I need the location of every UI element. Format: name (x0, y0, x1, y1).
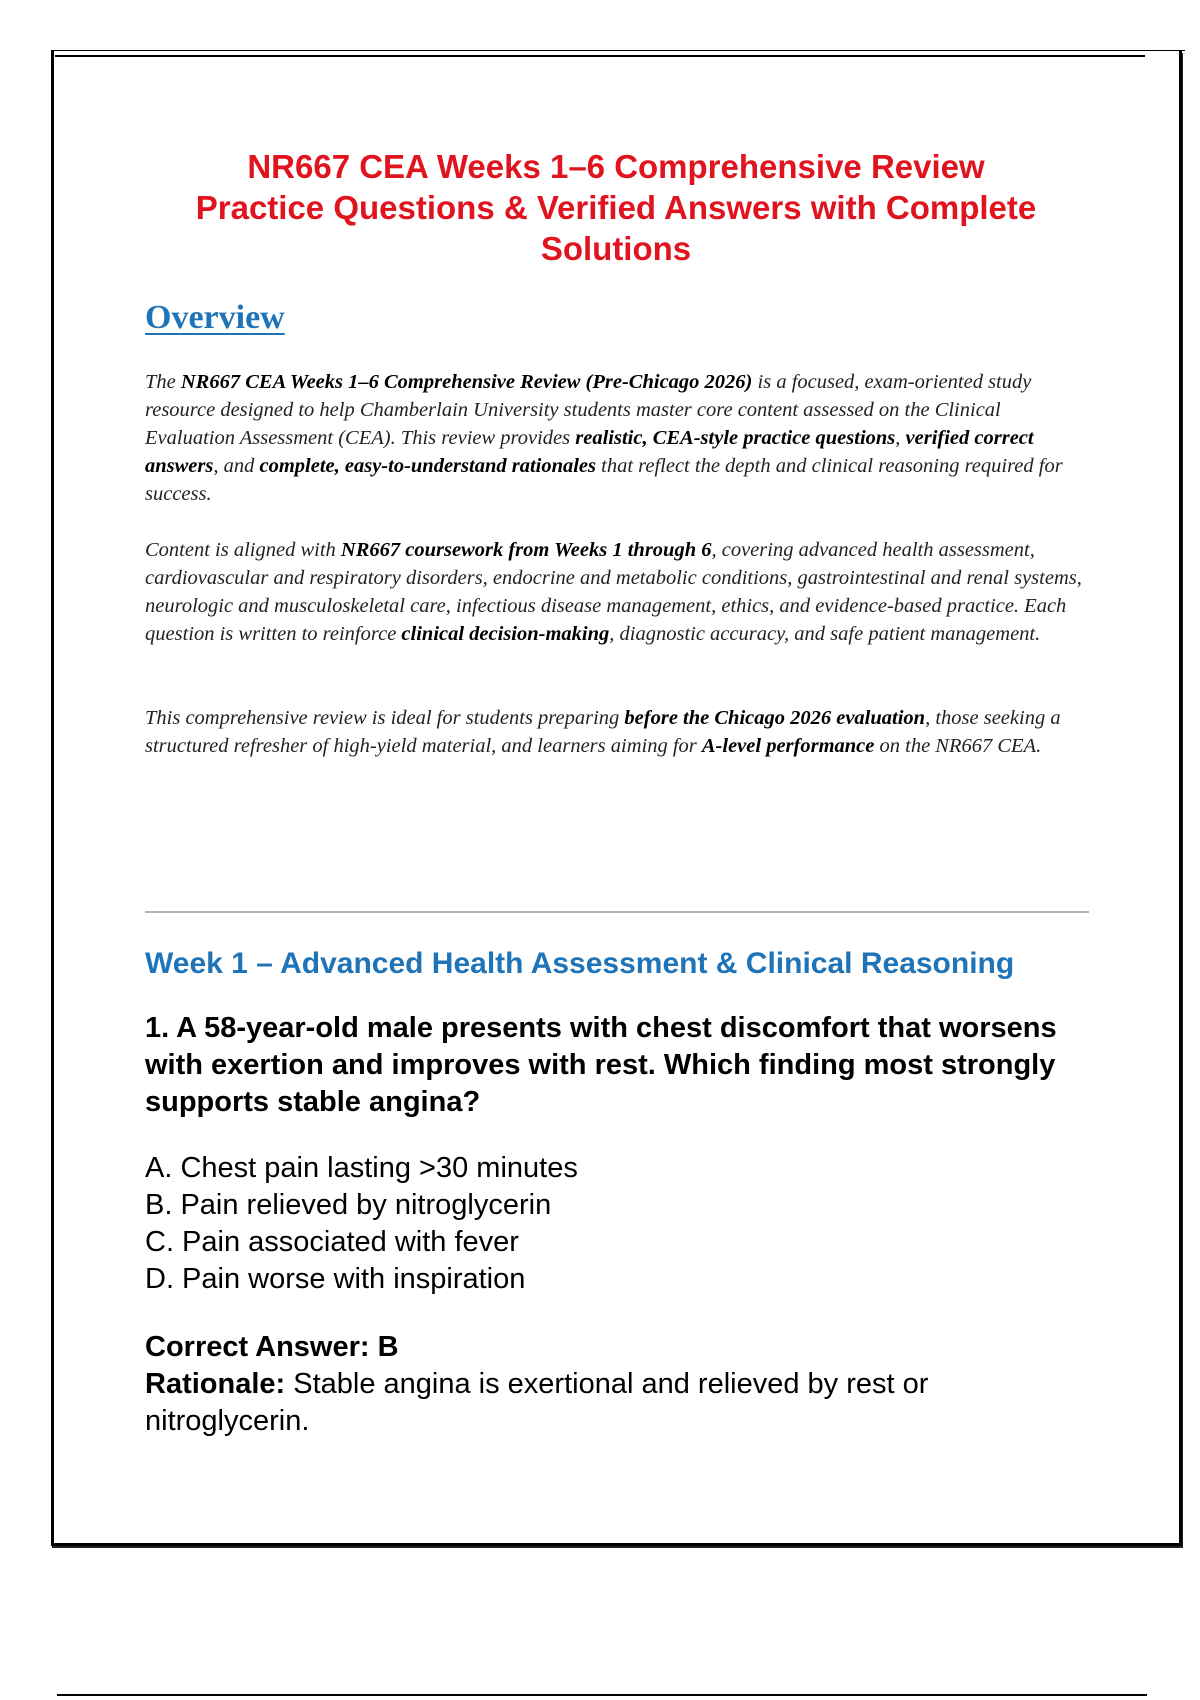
body-text: that reflect the depth and clinical reasoning required for success. (145, 455, 1063, 505)
rationale-text: Stable angina is exertional and relieved by rest or nitroglycerin. (145, 1368, 929, 1437)
section-divider (145, 911, 1089, 913)
question-1-text: 1. A 58-year-old male presents with chest discomfort that worsens with exertion and improves with rest. Which finding most strongly supports stable angina? (145, 1012, 1057, 1118)
emphasis-text: A-level performance (701, 735, 875, 757)
emphasis-text: NR667 CEA Weeks 1–6 Comprehensive Review (Pre-Chicago 2026) (180, 371, 753, 393)
option-c: C. Pain associated with fever (145, 1226, 519, 1258)
correct-answer: Correct Answer: B (145, 1331, 399, 1363)
emphasis-text: NR667 coursework from Weeks 1 through 6 (340, 539, 712, 561)
question-1-options (145, 1150, 578, 1298)
option-d: D. Pain worse with inspiration (145, 1263, 526, 1295)
rationale (145, 1366, 1095, 1440)
option-b: B. Pain relieved by nitroglycerin (145, 1189, 552, 1221)
overview-paragraph-1 (145, 368, 1090, 508)
body-text: , those seeking a structured refresher of high-yield material, and learners aiming for (145, 707, 1061, 757)
week-1-heading: Week 1 – Advanced Health Assessment & Clinical Reasoning (145, 947, 1015, 980)
title-line-1: NR667 CEA Weeks 1–6 Comprehensive Review (247, 148, 985, 185)
title-line-2: Practice Questions & Verified Answers with Complete (195, 189, 1037, 226)
body-text: on the NR667 CEA. (874, 735, 1042, 757)
overview-paragraph-3 (145, 704, 1090, 760)
emphasis-text: realistic, CEA-style practice questions (575, 427, 896, 449)
body-text: is a focused, exam-oriented study resource designed to help Chamberlain University students master core content assessed on the Clinical Evaluation Assessment (CEA). This review provides (145, 371, 1032, 449)
page-frame (51, 51, 1182, 1546)
title-line-3: Solutions (540, 230, 692, 267)
overview-heading: Overview (145, 299, 285, 336)
next-page-top-rule (57, 1694, 1147, 1696)
body-text: , diagnostic accuracy, and safe patient management. (609, 623, 1041, 645)
emphasis-text: verified correct answers (145, 427, 1034, 477)
overview-paragraph-2 (145, 536, 1090, 648)
body-text: , (895, 427, 906, 449)
emphasis-text: before the Chicago 2026 evaluation (624, 707, 926, 729)
emphasis-text: clinical decision-making (401, 623, 610, 645)
document-title (100, 146, 1132, 269)
page-inner-top-rule (55, 55, 1145, 57)
rationale-label: Rationale: (145, 1368, 286, 1400)
body-text: Content is aligned with (145, 539, 341, 561)
body-text: , and (213, 455, 260, 477)
body-text: This comprehensive review is ideal for students preparing (145, 707, 625, 729)
body-text: The (145, 371, 181, 393)
emphasis-text: complete, easy-to-understand rationales (259, 455, 597, 477)
body-text: , covering advanced health assessment, cardiovascular and respiratory disorders, endocrine and metabolic conditions, gastrointestinal and renal systems, neurologic and musculoskeletal care, infectious disease management, ethics, and evidence-based practice. Each question is written to reinforce (145, 539, 1082, 645)
option-a: A. Chest pain lasting >30 minutes (145, 1152, 578, 1184)
